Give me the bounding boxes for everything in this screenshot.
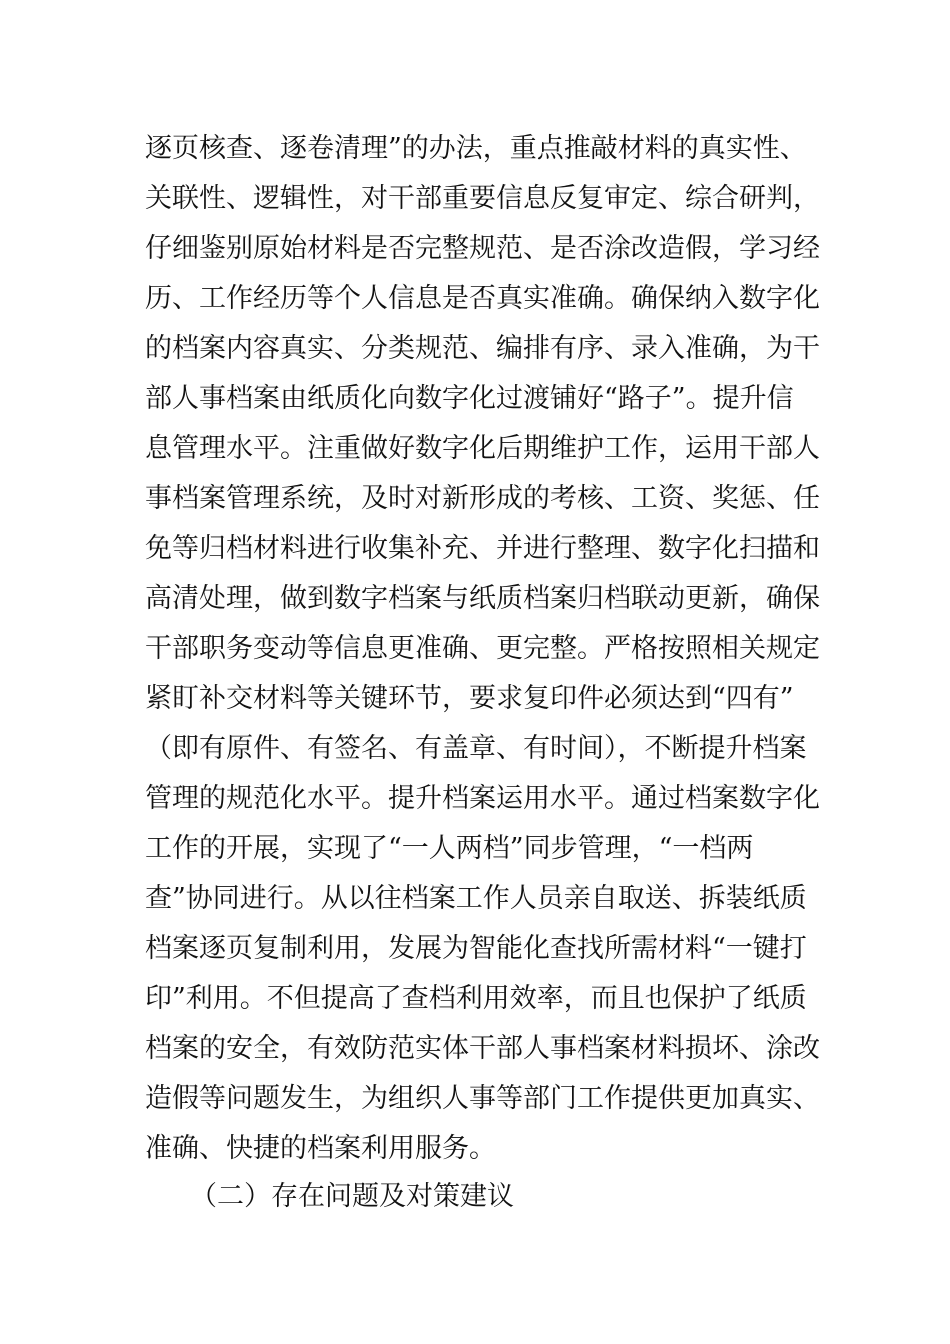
paragraph-line: 仔细鉴别原始材料是否完整规范、是否涂改造假，学习经	[145, 233, 820, 264]
paragraph-line: 印”利用。不但提高了查档利用效率，而且也保护了纸质	[145, 983, 807, 1014]
paragraph-line: 管理的规范化水平。提升档案运用水平。通过档案数字化	[145, 783, 820, 814]
paragraph-line: 事档案管理系统，及时对新形成的考核、工资、奖惩、任	[145, 483, 820, 514]
paragraph-line: 免等归档材料进行收集补充、并进行整理、数字化扫描和	[145, 533, 820, 564]
paragraph-line: 档案的安全，有效防范实体干部人事档案材料损坏、涂改	[145, 1033, 820, 1064]
paragraph-line: 部人事档案由纸质化向数字化过渡铺好“路子”。提升信	[145, 383, 794, 414]
paragraph-line: 造假等问题发生，为组织人事等部门工作提供更加真实、	[145, 1083, 820, 1114]
paragraph-line: 工作的开展，实现了“一人两档”同步管理，“一档两	[145, 833, 754, 864]
section-heading: （二）存在问题及对策建议	[190, 1181, 514, 1212]
paragraph-line: 档案逐页复制利用，发展为智能化查找所需材料“一键打	[145, 933, 807, 964]
paragraph-line: （即有原件、有签名、有盖章、有时间），不断提升档案	[145, 733, 807, 764]
body-paragraph	[145, 124, 825, 1174]
paragraph-line: 干部职务变动等信息更准确、更完整。严格按照相关规定	[145, 633, 820, 664]
paragraph-line: 查”协同进行。从以往档案工作人员亲自取送、拆装纸质	[145, 883, 807, 914]
paragraph-line: 息管理水平。注重做好数字化后期维护工作，运用干部人	[145, 433, 820, 464]
paragraph-line: 的档案内容真实、分类规范、编排有序、录入准确，为干	[145, 333, 820, 364]
paragraph-line: 历、工作经历等个人信息是否真实准确。确保纳入数字化	[145, 283, 820, 314]
paragraph-line: 高清处理，做到数字档案与纸质档案归档联动更新，确保	[145, 583, 820, 614]
paragraph-line: 准确、快捷的档案利用服务。	[145, 1133, 496, 1164]
paragraph-line: 逐页核查、逐卷清理”的办法，重点推敲材料的真实性、	[145, 133, 807, 164]
paragraph-line: 关联性、逻辑性，对干部重要信息反复审定、综合研判，	[145, 183, 820, 214]
paragraph-line: 紧盯补交材料等关键环节，要求复印件必须达到“四有”	[145, 683, 794, 714]
